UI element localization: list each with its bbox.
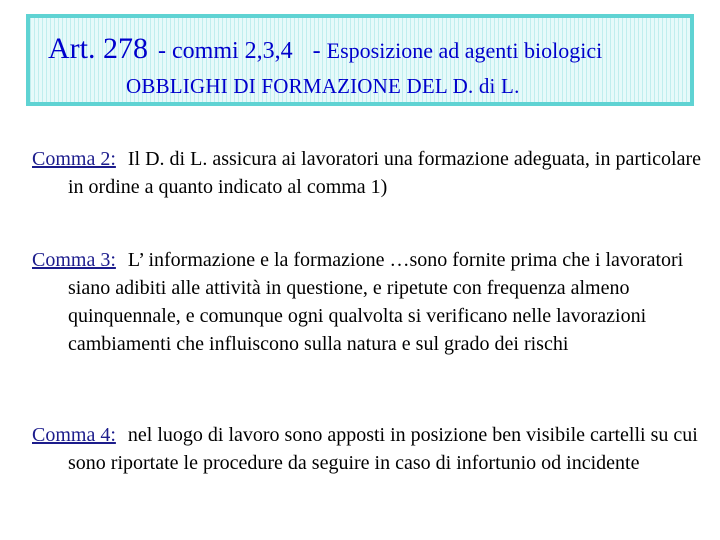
title-separator-2: -	[312, 38, 321, 64]
section-comma-3	[32, 246, 704, 358]
comma-3-paragraph	[32, 246, 704, 358]
comma-4-text: nel luogo di lavoro sono apposti in posizione ben visibile cartelli su cui sono riportate le procedure da seguire in caso di infortunio od incidente	[68, 424, 698, 474]
comma-3-text: L’ informazione e la formazione …sono fornite prima che i lavoratori siano adibiti alle attività in questione, e ripetute con frequenza almeno quinquennale, e comunque ogni qualvolta si verificano nelle lavorazioni cambiamenti che influiscono sulla natura e sul grado dei rischi	[68, 249, 684, 355]
comma-2-paragraph	[32, 145, 704, 201]
slide-title	[48, 32, 602, 66]
section-comma-4	[32, 421, 704, 477]
article-number: Art. 278	[48, 32, 148, 65]
comma-4-label: Comma 4:	[32, 424, 116, 446]
header-box	[26, 14, 694, 106]
comma-2-label: Comma 2:	[32, 148, 116, 170]
comma-4-paragraph	[32, 421, 704, 477]
title-subject: Esposizione ad agenti biologici	[326, 38, 603, 63]
section-comma-2	[32, 145, 704, 201]
commi-reference: commi 2,3,4	[172, 38, 293, 64]
comma-2-text: Il D. di L. assicura ai lavoratori una formazione adeguata, in particolare in ordine a quanto indicato al comma 1)	[68, 148, 701, 198]
title-separator: -	[158, 38, 166, 64]
slide-subtitle: OBBLIGHI DI FORMAZIONE DEL D. di L.	[126, 74, 520, 98]
comma-3-label: Comma 3:	[32, 249, 116, 271]
